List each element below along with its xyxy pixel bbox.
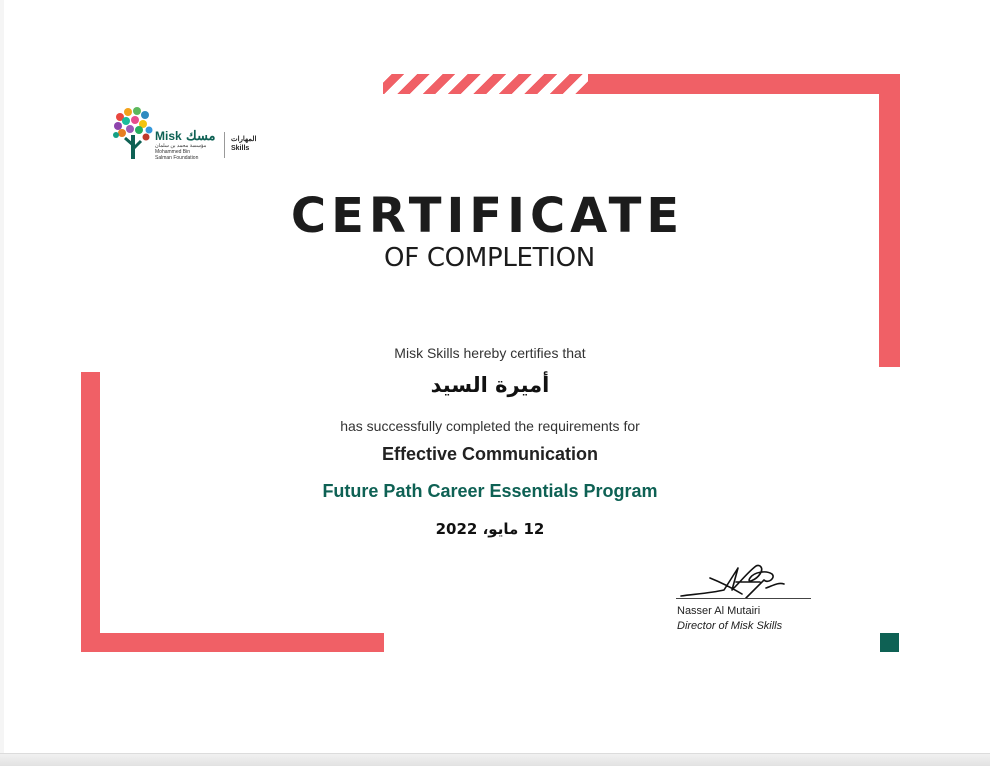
- frame-bottom-bar: [81, 633, 384, 652]
- recipient-name: أميرة السيد: [430, 373, 550, 397]
- signature-line: [676, 598, 811, 599]
- signer-title: Director of Misk Skills: [677, 620, 783, 632]
- green-corner-square: [880, 633, 899, 652]
- frame-stripes: [383, 74, 588, 94]
- program-name: Future Path Career Essentials Program: [322, 481, 658, 501]
- logo-skills-english: Skills: [231, 145, 250, 152]
- page-bottom-edge: [0, 753, 990, 766]
- completed-text: has successfully completed the requirements for: [340, 418, 640, 434]
- frame-left-bar: [81, 372, 100, 652]
- frame-top-bar: [383, 74, 900, 94]
- certificate-subtitle: OF COMPLETION: [384, 243, 595, 273]
- misk-skills-logo: [112, 105, 272, 163]
- logo-misk-latin: Misk: [155, 129, 182, 143]
- certifies-text: Misk Skills hereby certifies that: [394, 345, 586, 361]
- logo-skills-arabic: المهارات: [231, 136, 257, 143]
- signature-image: [676, 560, 816, 602]
- logo-foundation-english: Mohammed Bin Salman Foundation: [155, 149, 199, 161]
- certificate-title: CERTIFICATE: [290, 188, 685, 244]
- course-name: Effective Communication: [381, 444, 599, 464]
- tree-logo-icon: [112, 105, 154, 161]
- logo-separator: [224, 132, 225, 158]
- completion-date: 12 مايو، 2022: [435, 520, 545, 538]
- logo-foundation-arabic: مؤسسة محمد بن سلمان: [155, 143, 207, 149]
- signer-name: Nasser Al Mutairi: [677, 605, 761, 617]
- logo-misk-arabic: مسك: [186, 128, 216, 143]
